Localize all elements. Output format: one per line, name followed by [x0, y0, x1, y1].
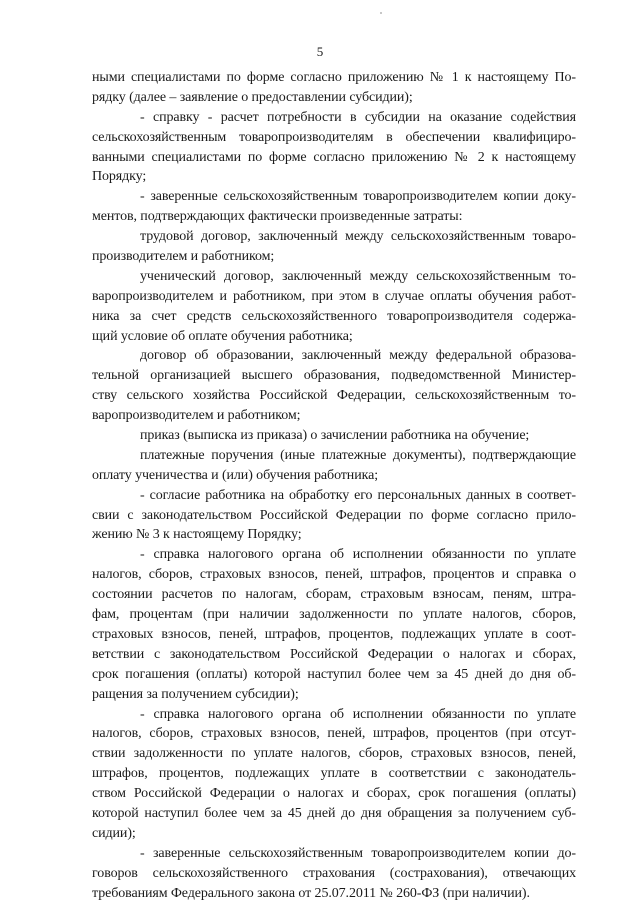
text-line: страховых взносов, пеней, штрафов, процентов, подлежащих уплате в соот- [92, 626, 576, 642]
text-line: ментов, подтверждающих фактически произведенные затраты: [92, 209, 463, 225]
text-line: щий условие об оплате обучения работника; [92, 328, 353, 344]
document-body [92, 68, 576, 903]
text-line: ванными специалистами по форме согласно приложению № 2 к настоящему [92, 149, 576, 165]
text-line: ствии задолженности по уплате налогов, сборов, страховых взносов, пеней, [92, 746, 576, 762]
text-line: ветствии с законодательством Российской Федерации о налогах и сборах, [92, 646, 576, 662]
text-line: штрафов, процентов, подлежащих уплате в соответствии с законодатель- [92, 766, 576, 782]
text-line: налогов, сборов, страховых взносов, пеней, штрафов, процентов (при отсут- [92, 726, 576, 742]
text-line: ством Российской Федерации о налогах и сборах, срок погашения (оплаты) [92, 786, 576, 802]
text-line: ника за счет средств сельскохозяйственного товаропроизводителя содержа- [92, 308, 576, 324]
text-line: договор об образовании, заключенный между федеральной образова- [140, 348, 576, 364]
text-line: рядку (далее – заявление о предоставлении субсидии); [92, 89, 413, 105]
text-line: оплату ученичества и (или) обучения работника; [92, 467, 378, 483]
text-line: налогов, сборов, страховых взносов, пеней, штрафов, процентов и справка о [92, 567, 576, 583]
text-line: производителем и работником; [92, 249, 275, 265]
text-line: варопроизводителем и работником; [92, 408, 301, 424]
text-line: - согласие работника на обработку его персональных данных в соответ- [140, 487, 576, 503]
text-line: трудовой договор, заключенный между сельскохозяйственным товаро- [140, 229, 576, 245]
text-line: тельной организацией высшего образования, подведомственной Министер- [92, 368, 576, 384]
text-line: варопроизводителем и работником, при этом в случае оплаты обучения работ- [92, 288, 576, 304]
text-line: сидии); [92, 825, 136, 841]
text-line: ученический договор, заключенный между сельскохозяйственным то- [140, 268, 576, 284]
text-line: требованиям Федерального закона от 25.07.2011 № 260-ФЗ (при наличии). [92, 885, 530, 901]
text-line: - заверенные сельскохозяйственным товаропроизводителем копии доку- [140, 189, 576, 205]
text-line: ращения за получением субсидии); [92, 686, 299, 702]
text-line: ству сельского хозяйства Российской Федерации, сельскохозяйственным то- [92, 388, 576, 404]
text-line: ными специалистами по форме согласно приложению № 1 к настоящему По- [92, 70, 576, 85]
text-line: говоров сельскохозяйственного страхования (сострахования), отвечающих [92, 865, 576, 881]
page-number: 5 [316, 44, 324, 59]
text-line: приказ (выписка из приказа) о зачислении работника на обучение; [140, 428, 530, 444]
text-line: платежные поручения (иные платежные документы), подтверждающие [140, 447, 576, 463]
text-line: срок погашения (оплаты) которой наступил более чем за 45 дней до дня об- [92, 666, 576, 682]
text-line: фам, процентам (при наличии задолженности по уплате налогов, сборов, [92, 607, 576, 623]
text-line: - справка налогового органа об исполнении обязанности по уплате [140, 547, 576, 563]
text-line: жению № 3 к настоящему Порядку; [92, 527, 302, 543]
text-line: - заверенные сельскохозяйственным товаропроизводителем копии до- [140, 845, 576, 861]
text-line: - справка налогового органа об исполнении обязанности по уплате [140, 706, 576, 722]
text-line: - справку - расчет потребности в субсидии на оказание содействия [140, 109, 576, 125]
text-line: состоянии расчетов по налогам, сборам, страховым взносам, пеням, штра- [92, 587, 576, 603]
text-line: Порядку; [92, 169, 147, 185]
text-line: которой наступил более чем за 45 дней до дня обращения за получением суб- [92, 805, 576, 821]
text-line: сельскохозяйственным товаропроизводителям в обеспечении квалифициро- [92, 129, 576, 145]
text-line: свии с законодательством Российской Федерации по форме согласно прило- [92, 507, 576, 523]
scan-speck [380, 12, 382, 14]
